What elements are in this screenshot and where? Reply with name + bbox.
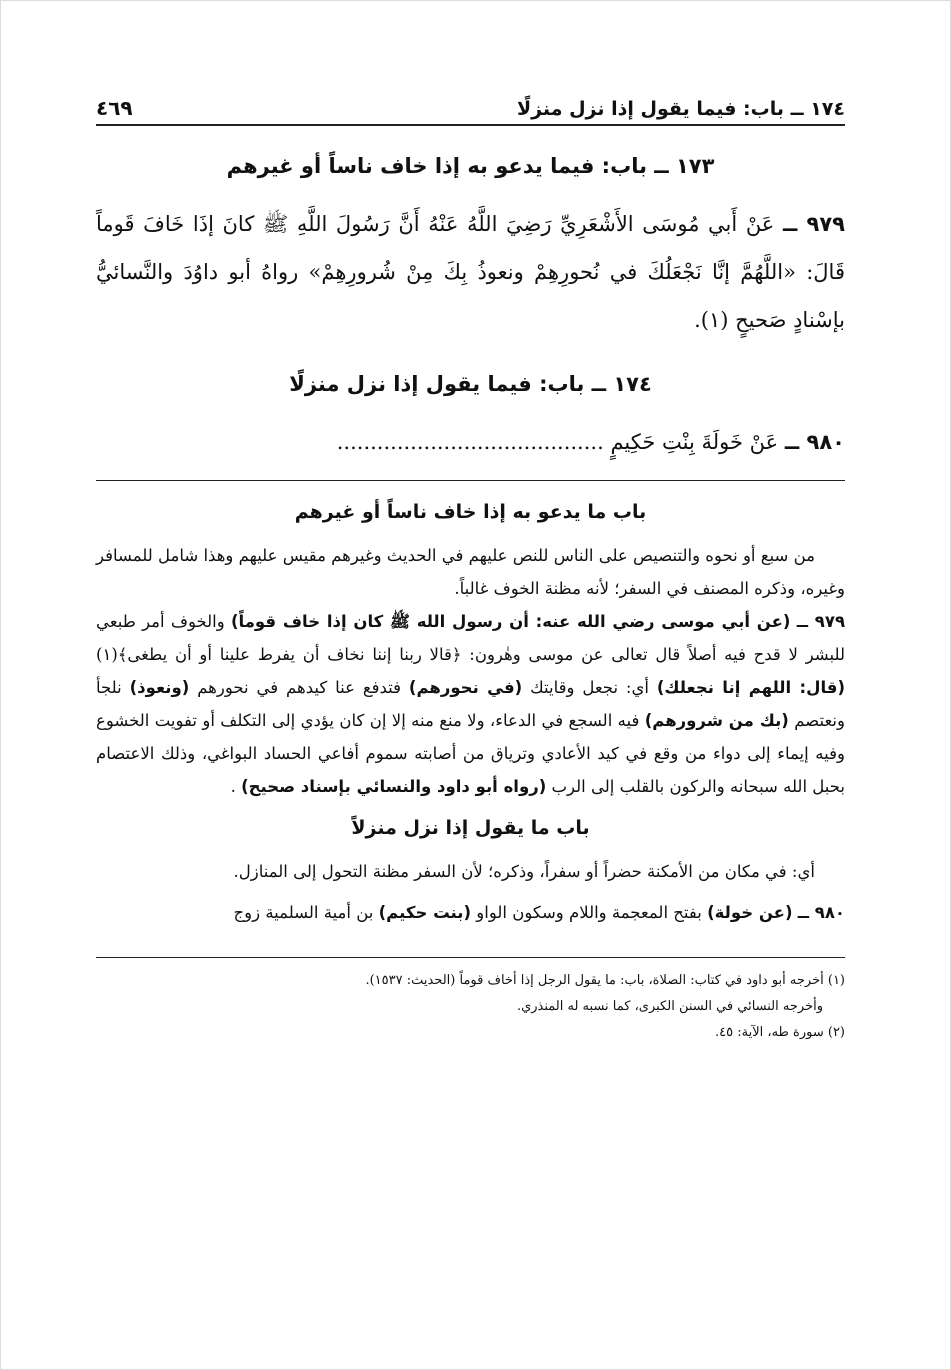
- commentary-979-a: والخوف أمر طبعي للبشر لا قدح فيه أصلاً قال تعالى عن موسى وهٰرون: ﴿قالا ربنا إننا نخاف أن يفرط علينا أو أن يطغى﴾(١): [96, 612, 845, 664]
- footnote-2: (٢) سورة طه، الآية: ٤٥.: [715, 1025, 845, 1040]
- commentary-980-d: بن أمية السلمية زوج: [233, 903, 374, 922]
- commentary-980-c: (بنت حكيم): [378, 903, 472, 922]
- ellipsis-dots: ........................................: [336, 430, 604, 454]
- commentary-979-j: (رواه أبو داود والنسائي بإسناد صحيح): [241, 777, 547, 796]
- footnote-1: (١) أخرجه أبو داود في كتاب: الصلاة، باب: ما يقول الرجل إذا أخاف قوماً (الحديث: ١٥٣٧).: [365, 973, 845, 988]
- footnote-1-continued: وأخرجه النسائي في السنن الكبرى، كما نسبه له المنذري.: [516, 999, 823, 1014]
- commentary-979-e: فتدفع عنا كيدهم في نحورهم: [197, 678, 402, 697]
- commentary-980-b: بفتح المعجمة واللام وسكون الواو: [476, 903, 702, 922]
- commentary-heading-2: باب ما يقول إذا نزل منزلاً: [351, 817, 590, 839]
- commentary-980-number: ٩٨٠ ــ: [797, 903, 845, 922]
- page-number: ٤٦٩: [96, 96, 133, 120]
- chapter-174-heading: ١٧٤ ــ باب: فيما يقول إذا نزل منزلًا: [289, 372, 652, 396]
- commentary-979-end: .: [230, 777, 236, 796]
- commentary-979-lead: (عن أبي موسى رضي الله عنه: أن رسول الله ﷺ كان إذا خاف قوماً): [230, 612, 791, 631]
- commentary-979-c: أي: نجعل وقايتك: [530, 678, 649, 697]
- hadith-979: [96, 200, 845, 344]
- running-header: [96, 96, 845, 126]
- hadith-980: [96, 418, 845, 466]
- commentary-intro-2: أي: في مكان من الأمكنة حضراً أو سفراً، وذكره؛ لأن السفر مظنة التحول إلى المنازل.: [233, 862, 815, 881]
- commentary-divider: [96, 480, 845, 481]
- commentary-979-number: ٩٧٩ ــ: [796, 612, 846, 631]
- hadith-980-number: ٩٨٠ ــ: [784, 430, 845, 454]
- commentary-979-g: نلجأ ونعتصم: [96, 678, 845, 730]
- commentary-979: [96, 605, 845, 803]
- commentary-979-h: (بك من شرورهم): [644, 711, 789, 730]
- commentary-intro-1: من سبع أو نحوه والتنصيص على الناس للنص عليهم في الحديث وغيرهم مقيس عليهم وهذا شامل للمسافر وغيره، وذكره المصنف في السفر؛ لأنه مظنة الخوف غالباً.: [96, 546, 845, 598]
- commentary-980-a: (عن خولة): [707, 903, 793, 922]
- header-title: ١٧٤ ــ باب: فيما يقول إذا نزل منزلًا: [516, 98, 845, 120]
- chapter-173-heading: ١٧٣ ــ باب: فيما يدعو به إذا خاف ناساً أو غيرهم: [226, 154, 715, 178]
- footnotes: [96, 957, 845, 1046]
- content: [96, 96, 845, 1046]
- commentary-979-f: (ونعوذ): [129, 678, 190, 697]
- hadith-979-text: عَنْ أَبي مُوسَى الأَشْعَرِيِّ رَضِيَ اللَّهُ عَنْهُ أَنَّ رَسُولَ اللَّهِ ﷺ كانَ إذَا خَافَ قَوماً قَالَ: «اللَّهُمَّ إنَّا نَجْعَلُكَ في نُحورِهِمْ ونعوذُ بِكَ مِنْ شُرورِهِمْ» رواهُ أبو داوُدَ والنَّسائيُّ بإسْنادٍ صَحيحٍ (١).: [96, 212, 845, 332]
- commentary-heading-1: باب ما يدعو به إذا خاف ناساً أو غيرهم: [294, 501, 647, 523]
- commentary-980: [96, 896, 845, 929]
- hadith-979-number: ٩٧٩ ــ: [782, 212, 845, 236]
- commentary-979-i: فيه السجع في الدعاء، ولا منع منه إلا إن كان يؤدي إلى التكلف أو تفويت الخشوع وفيه إيماء إلى دواء من وقع في كيد الأعادي وترياق من أصابته سموم أفاعي الحساد البواغي، وذلك الاعتصام بحبل الله سبحانه والركون بالقلب إلى الرب: [96, 711, 845, 796]
- commentary-979-b: (قال: اللهم إنا نجعلك): [656, 678, 845, 697]
- commentary-979-d: (في نحورهم): [408, 678, 523, 697]
- hadith-980-text: عَنْ خَولَةَ بِنْتِ حَكِيمٍ: [610, 430, 779, 454]
